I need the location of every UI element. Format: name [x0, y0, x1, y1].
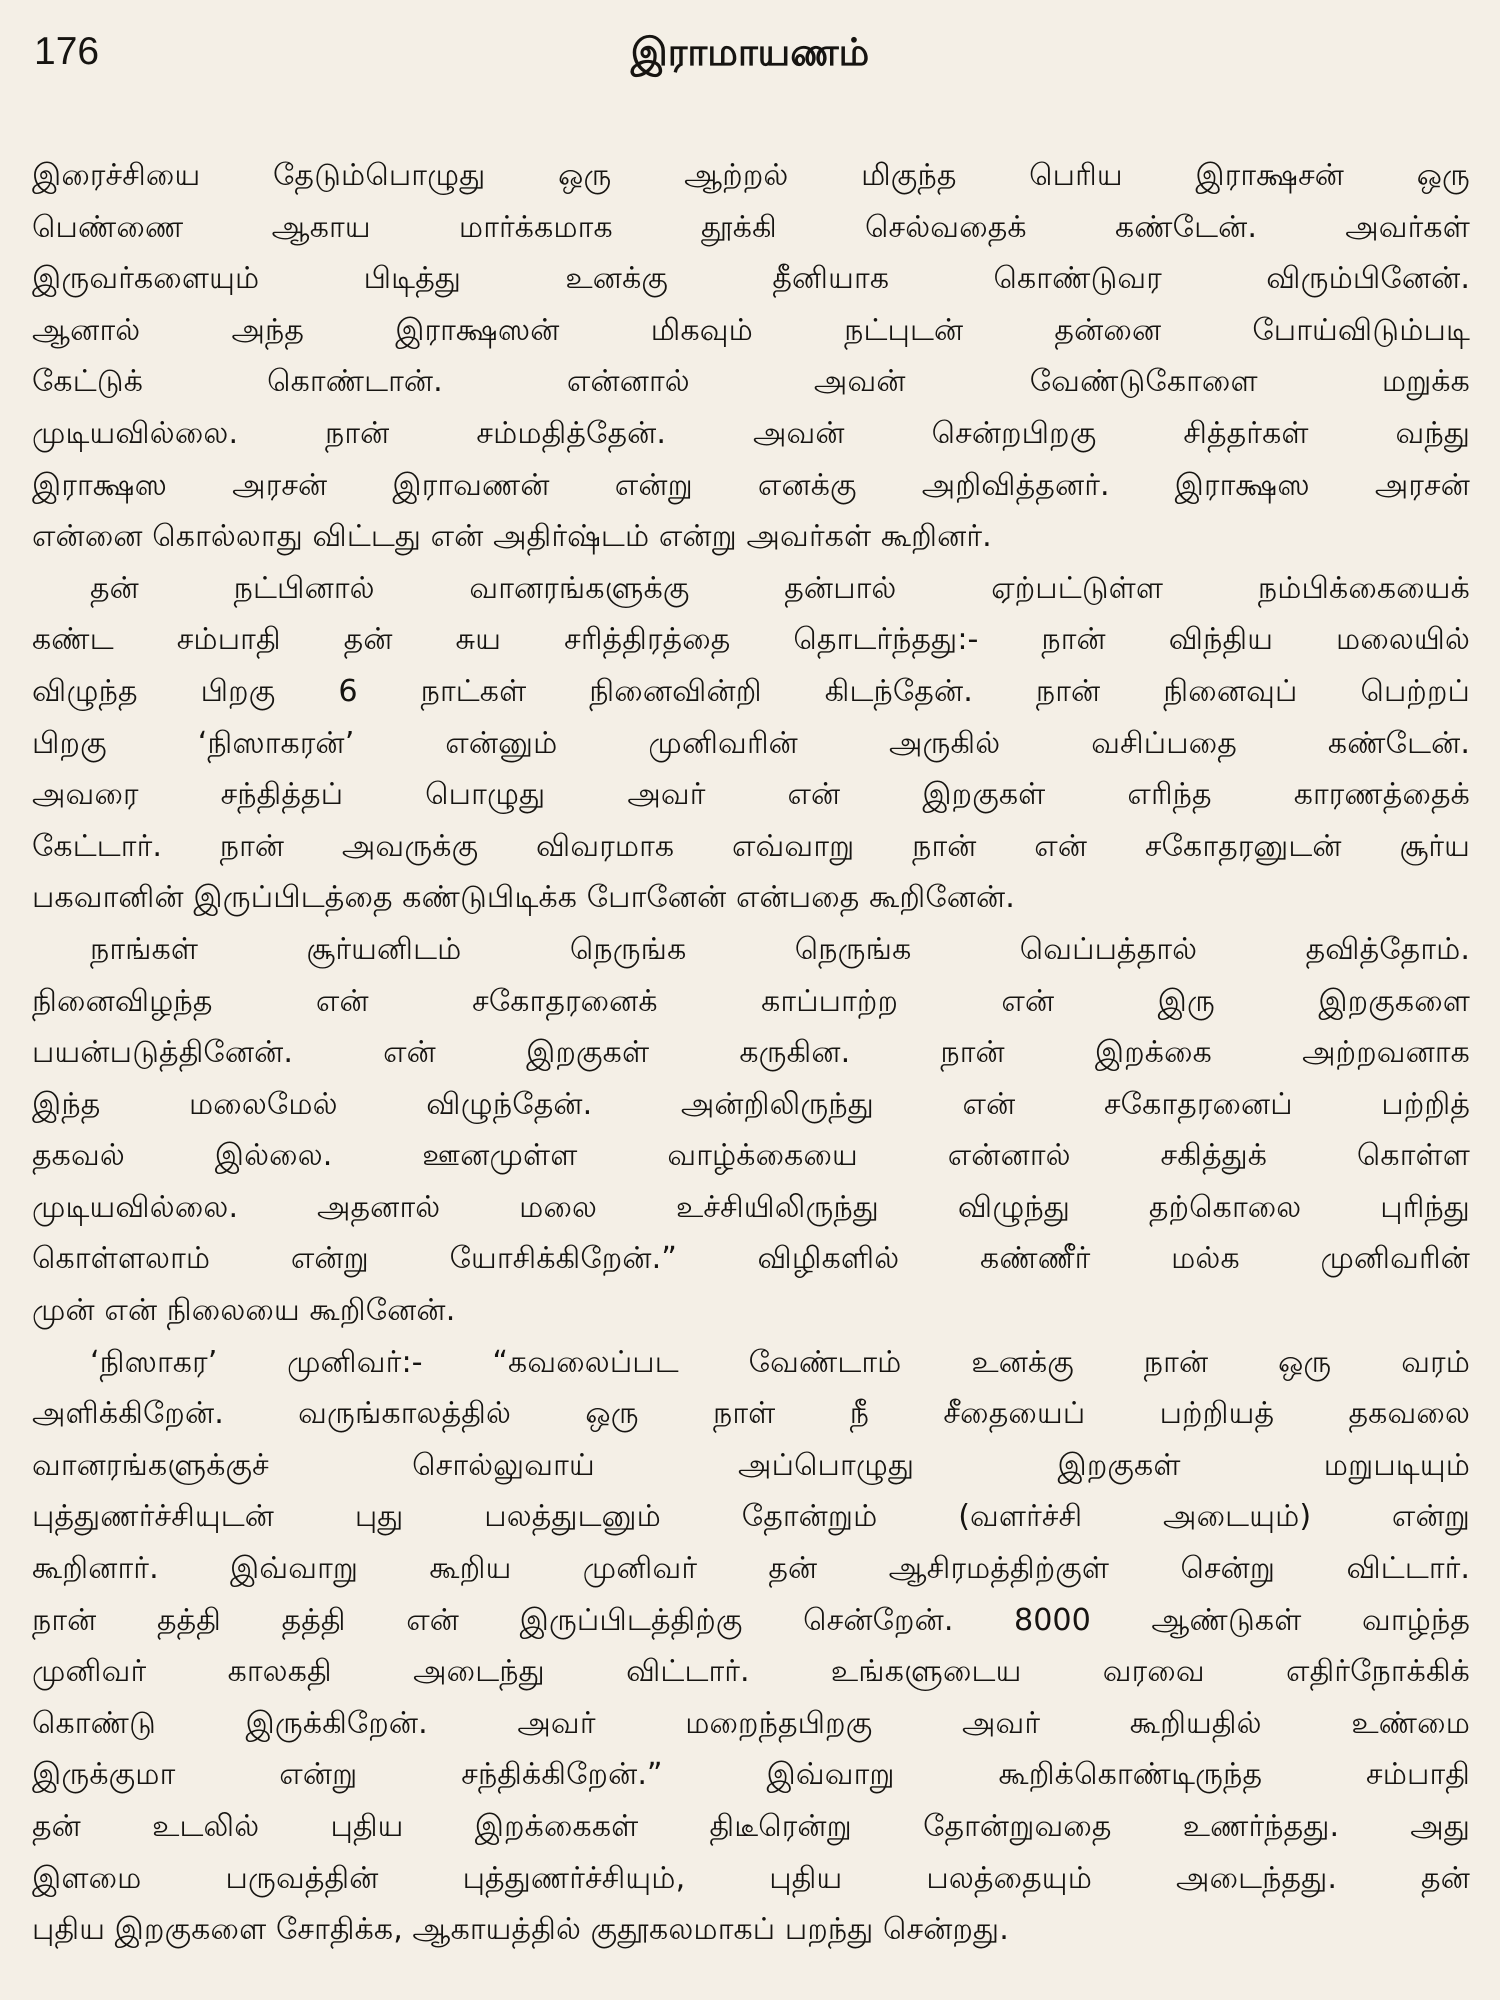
- running-title: இராமாயணம்: [630, 30, 870, 74]
- text-line: இரைச்சியை தேடும்பொழுது ஒரு ஆற்றல் மிகுந்த பெரிய இராக்ஷசன் ஒரு: [32, 158, 1470, 193]
- text-line: நான் தத்தி தத்தி என் இருப்பிடத்திற்கு சென்றேன். 8000 ஆண்டுகள் வாழ்ந்த: [32, 1602, 1470, 1638]
- text-line: புத்துணர்ச்சியுடன் புது பலத்துடனும் தோன்றும் (வளர்ச்சி அடையும்) என்று: [32, 1499, 1470, 1535]
- text-line: ‘நிஸாகர’ முனிவர்:- “கவலைப்பட வேண்டாம் உனக்கு நான் ஒரு வரம்: [90, 1344, 1470, 1380]
- text-line: கண்ட சம்பாதி தன் சுய சரித்திரத்தை தொடர்ந்தது:- நான் விந்திய மலையில்: [32, 622, 1470, 658]
- text-line: பெண்ணை ஆகாய மார்க்கமாக தூக்கி செல்வதைக் கண்டேன். அவர்கள்: [32, 209, 1470, 245]
- text-line: புதிய இறகுகளை சோதிக்க, ஆகாயத்தில் குதூகலமாகப் பறந்து சென்றது.: [32, 1912, 1009, 1948]
- text-line: பயன்படுத்தினேன். என் இறகுகள் கருகின. நான் இறக்கை அற்றவனாக: [32, 1035, 1470, 1071]
- text-line: அவரை சந்தித்தப் பொழுது அவர் என் இறகுகள் எரிந்த காரணத்தைக்: [32, 777, 1470, 813]
- text-line: வானரங்களுக்குச் சொல்லுவாய் அப்பொழுது இறகுகள் மறுபடியும்: [32, 1447, 1470, 1483]
- text-line: கூறினார். இவ்வாறு கூறிய முனிவர் தன் ஆசிரமத்திற்குள் சென்று விட்டார்.: [32, 1551, 1470, 1587]
- text-line: இந்த மலைமேல் விழுந்தேன். அன்றிலிருந்து என் சகோதரனைப் பற்றித்: [32, 1086, 1470, 1122]
- text-line: இளமை பருவத்தின் புத்துணர்ச்சியும், புதிய பலத்தையும் அடைந்தது. தன்: [32, 1860, 1470, 1896]
- text-line: விழுந்த பிறகு 6 நாட்கள் நினைவின்றி கிடந்தேன். நான் நினைவுப் பெற்றப்: [32, 673, 1470, 709]
- text-line: இராக்ஷஸ அரசன் இராவணன் என்று எனக்கு அறிவித்தனர். இராக்ஷஸ அரசன்: [32, 467, 1470, 503]
- text-line: கொள்ளலாம் என்று யோசிக்கிறேன்.” விழிகளில் கண்ணீர் மல்க முனிவரின்: [32, 1241, 1470, 1277]
- text-line: முனிவர் காலகதி அடைந்து விட்டார். உங்களுடைய வரவை எதிர்நோக்கிக்: [32, 1654, 1470, 1690]
- text-line: தகவல் இல்லை. ஊனமுள்ள வாழ்க்கையை என்னால் சகித்துக் கொள்ள: [32, 1138, 1470, 1174]
- text-line: தன் உடலில் புதிய இறக்கைகள் திடீரென்று தோன்றுவதை உணர்ந்தது. அது: [32, 1809, 1470, 1844]
- text-line: இருக்குமா என்று சந்திக்கிறேன்.” இவ்வாறு கூறிக்கொண்டிருந்த சம்பாதி: [32, 1757, 1470, 1793]
- paragraph: [32, 1337, 1470, 1956]
- text-line: தன் நட்பினால் வானரங்களுக்கு தன்பால் ஏற்பட்டுள்ள நம்பிக்கையைக்: [90, 570, 1470, 606]
- paragraph: [32, 563, 1470, 924]
- page-header: [0, 26, 1500, 78]
- text-line: முடியவில்லை. அதனால் மலை உச்சியிலிருந்து விழுந்து தற்கொலை புரிந்து: [32, 1189, 1470, 1225]
- text-line: கொண்டு இருக்கிறேன். அவர் மறைந்தபிறகு அவர் கூறியதில் உண்மை: [32, 1705, 1470, 1741]
- paragraph: [32, 924, 1470, 1337]
- body-text: [32, 150, 1470, 1956]
- paragraph: [32, 150, 1470, 563]
- text-line: முடியவில்லை. நான் சம்மதித்தேன். அவன் சென்றபிறகு சித்தர்கள் வந்து: [32, 415, 1470, 451]
- text-line: நினைவிழந்த என் சகோதரனைக் காப்பாற்ற என் இரு இறகுகளை: [32, 983, 1470, 1019]
- text-line: பிறகு ‘நிஸாகரன்’ என்னும் முனிவரின் அருகில் வசிப்பதை கண்டேன்.: [32, 725, 1470, 761]
- text-line: கேட்டார். நான் அவருக்கு விவரமாக எவ்வாறு நான் என் சகோதரனுடன் சூர்ய: [32, 828, 1470, 864]
- text-line: அளிக்கிறேன். வருங்காலத்தில் ஒரு நாள் நீ சீதையைப் பற்றியத் தகவலை: [32, 1396, 1470, 1432]
- text-line: பகவானின் இருப்பிடத்தை கண்டுபிடிக்க போனேன் என்பதை கூறினேன்.: [32, 880, 1015, 916]
- text-line: ஆனால் அந்த இராக்ஷஸன் மிகவும் நட்புடன் தன்னை போய்விடும்படி: [32, 312, 1470, 348]
- text-line: முன் என் நிலையை கூறினேன்.: [32, 1293, 456, 1329]
- text-line: என்னை கொல்லாது விட்டது என் அதிர்ஷ்டம் என்று அவர்கள் கூறினர்.: [32, 519, 992, 555]
- text-line: நாங்கள் சூர்யனிடம் நெருங்க நெருங்க வெப்பத்தால் தவித்தோம்.: [90, 931, 1470, 967]
- text-line: இருவர்களையும் பிடித்து உனக்கு தீனியாக கொண்டுவர விரும்பினேன்.: [32, 261, 1470, 297]
- page-number: 176: [34, 30, 100, 73]
- text-line: கேட்டுக் கொண்டான். என்னால் அவன் வேண்டுகோளை மறுக்க: [32, 364, 1470, 400]
